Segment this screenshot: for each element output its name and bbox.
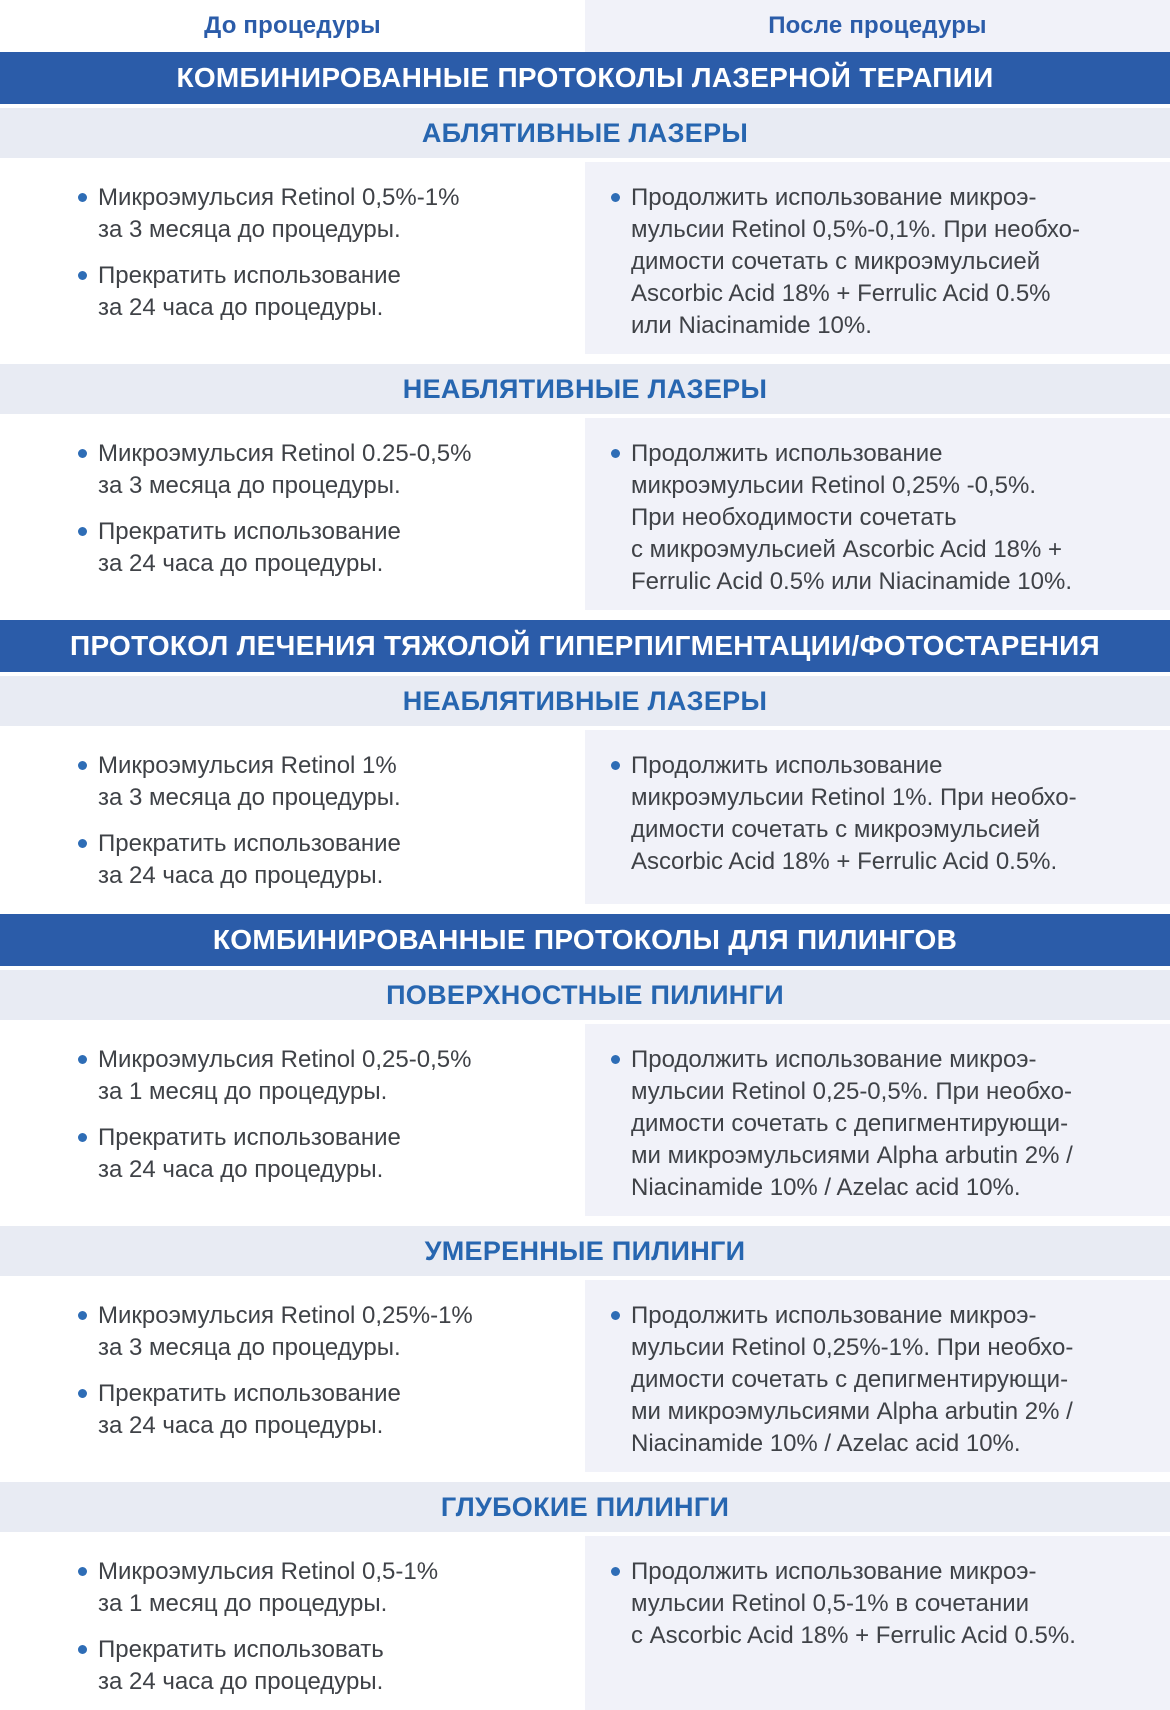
column-header-before-label: До процедуры [204,12,381,39]
before-bullet-list [78,438,567,580]
bullet-icon [611,1055,620,1064]
before-bullet-list [78,1556,567,1698]
bullet-item [611,182,1152,342]
bullet-line: Прекратить использование [98,830,401,857]
subsection-header-label: ПОВЕРХНОСТНЫЕ ПИЛИНГИ [386,979,784,1010]
bullet-line: Микроэмульсия Retinol 0.25-0,5% [98,440,472,467]
bullet-text [98,828,401,892]
bullet-item [78,1556,567,1620]
bullet-icon [78,839,87,848]
bullet-line: за 3 месяца до процедуры. [98,216,401,243]
protocol-row [0,730,1170,904]
bullet-item [611,1300,1152,1460]
bullet-line: Микроэмульсия Retinol 0,25-0,5% [98,1046,472,1073]
bullet-line: Продолжить использование микроэ- [631,184,1037,211]
bullet-text [98,516,401,580]
bullet-text [98,1122,401,1186]
subsection-header [0,1482,1170,1532]
after-procedure-cell [585,1536,1170,1710]
protocol-row [0,162,1170,354]
bullet-item [611,1044,1152,1204]
after-procedure-cell [585,730,1170,904]
bullet-line: Продолжить использование микроэ- [631,1558,1037,1585]
before-procedure-cell [0,1280,585,1472]
bullet-icon [611,449,620,458]
bullet-line: Микроэмульсия Retinol 0,5%-1% [98,184,460,211]
before-procedure-cell [0,162,585,354]
bullet-line: за 1 месяц до процедуры. [98,1590,388,1617]
bullet-icon [78,761,87,770]
bullet-text [98,750,401,814]
after-bullet-list [611,438,1152,598]
bullet-icon [78,193,87,202]
bullet-icon [78,1055,87,1064]
bullet-line: с микроэмульсией Ascorbic Acid 18% + [631,536,1063,563]
subsection-header [0,970,1170,1020]
bullet-line: за 24 часа до процедуры. [98,1668,384,1695]
bullet-line: за 24 часа до процедуры. [98,862,384,889]
bullet-item [78,1122,567,1186]
bullet-line: Прекратить использование [98,1124,401,1151]
bullet-text [98,1044,471,1108]
subsection-header-label: НЕАБЛЯТИВНЫЕ ЛАЗЕРЫ [402,685,768,716]
bullet-line: ми микроэмульсиями Alpha arbutin 2% / [631,1142,1073,1169]
section-banner [0,52,1170,104]
bullet-line: за 3 месяца до процедуры. [98,472,401,499]
section-banner-label: КОМБИНИРОВАННЫЕ ПРОТОКОЛЫ ДЛЯ ПИЛИНГОВ [212,924,958,955]
before-procedure-cell [0,1536,585,1710]
bullet-text [631,182,1080,342]
before-bullet-list [78,182,567,324]
bullet-text [98,438,471,502]
bullet-item [78,438,567,502]
bullet-line: с Ascorbic Acid 18% + Ferrulic Acid 0.5%. [631,1622,1076,1649]
bullet-icon [78,1567,87,1576]
after-bullet-list [611,182,1152,342]
section-banner-label: КОМБИНИРОВАННЫЕ ПРОТОКОЛЫ ЛАЗЕРНОЙ ТЕРАПИИ [176,62,994,93]
bullet-icon [78,1133,87,1142]
bullet-line: Ascorbic Acid 18% + Ferrulic Acid 0.5% [631,280,1051,307]
section-banner [0,914,1170,966]
subsection-header-label: НЕАБЛЯТИВНЫЕ ЛАЗЕРЫ [402,373,768,404]
bullet-line: Niacinamide 10% / Azelac acid 10%. [631,1174,1021,1201]
bullet-line: Микроэмульсия Retinol 0,5-1% [98,1558,439,1585]
subsection-header [0,364,1170,414]
bullet-line: мульсии Retinol 0,25-0,5%. При необхо- [631,1078,1072,1105]
bullet-line: мульсии Retinol 0,5-1% в сочетании [631,1590,1030,1617]
column-header-after-label: После процедуры [768,12,987,39]
after-procedure-cell [585,418,1170,610]
bullet-line: Прекратить использование [98,262,401,289]
bullet-text [631,1556,1076,1652]
bullet-line: димости сочетать с микроэмульсией [631,248,1041,275]
after-bullet-list [611,1044,1152,1204]
bullet-text [98,1300,473,1364]
before-bullet-list [78,1300,567,1442]
bullet-item [78,1044,567,1108]
bullet-item [611,750,1152,878]
protocol-row [0,1280,1170,1472]
bullet-line: Продолжить использование [631,440,943,467]
subsection-header-label: УМЕРЕННЫЕ ПИЛИНГИ [424,1235,746,1266]
bullet-icon [611,761,620,770]
bullet-icon [78,271,87,280]
bullet-line: за 24 часа до процедуры. [98,294,384,321]
bullet-icon [611,1311,620,1320]
bullet-text [631,1300,1073,1460]
protocol-row [0,1536,1170,1710]
sections-container [0,52,1170,1710]
bullet-text [631,750,1077,878]
protocol-row [0,418,1170,610]
bullet-icon [78,449,87,458]
column-header-after [585,0,1170,52]
subsection-header [0,1226,1170,1276]
subsection-header-label: ГЛУБОКИЕ ПИЛИНГИ [440,1491,730,1522]
bullet-line: за 1 месяц до процедуры. [98,1078,388,1105]
bullet-line: за 3 месяца до процедуры. [98,784,401,811]
bullet-line: димости сочетать с депигментирующи- [631,1366,1069,1393]
bullet-line: мульсии Retinol 0,5%-0,1%. При необхо- [631,216,1080,243]
subsection-header [0,108,1170,158]
bullet-icon [78,527,87,536]
bullet-line: за 24 часа до процедуры. [98,1156,384,1183]
bullet-line: Микроэмульсия Retinol 0,25%-1% [98,1302,473,1329]
bullet-text [98,1556,438,1620]
bullet-item [78,516,567,580]
subsection-header [0,676,1170,726]
bullet-icon [78,1645,87,1654]
bullet-item [611,1556,1152,1652]
bullet-text [631,438,1072,598]
bullet-line: Прекратить использование [98,518,401,545]
bullet-item [78,828,567,892]
bullet-line: микроэмульсии Retinol 0,25% -0,5%. [631,472,1037,499]
bullet-item [78,260,567,324]
bullet-text [98,1634,384,1698]
bullet-line: за 24 часа до процедуры. [98,550,384,577]
bullet-item [78,750,567,814]
before-bullet-list [78,750,567,892]
bullet-line: Прекратить использование [98,1380,401,1407]
before-procedure-cell [0,1024,585,1216]
bullet-line: или Niacinamide 10%. [631,312,872,339]
bullet-item [78,1378,567,1442]
before-procedure-cell [0,418,585,610]
bullet-line: Продолжить использование микроэ- [631,1302,1037,1329]
protocol-row [0,1024,1170,1216]
bullet-text [98,182,459,246]
bullet-item [611,438,1152,598]
section-banner [0,620,1170,672]
bullet-icon [78,1389,87,1398]
after-procedure-cell [585,1280,1170,1472]
bullet-line: димости сочетать с микроэмульсией [631,816,1041,843]
bullet-line: Продолжить использование микроэ- [631,1046,1037,1073]
bullet-line: за 3 месяца до процедуры. [98,1334,401,1361]
bullet-line: мульсии Retinol 0,25%-1%. При необхо- [631,1334,1074,1361]
bullet-line: Ascorbic Acid 18% + Ferrulic Acid 0.5%. [631,848,1058,875]
bullet-line: за 24 часа до процедуры. [98,1412,384,1439]
after-procedure-cell [585,1024,1170,1216]
bullet-line: Продолжить использование [631,752,943,779]
bullet-line: Niacinamide 10% / Azelac acid 10%. [631,1430,1021,1457]
bullet-item [78,182,567,246]
bullet-text [98,260,401,324]
bullet-icon [611,193,620,202]
column-header-before [0,0,585,52]
after-bullet-list [611,1300,1152,1460]
before-bullet-list [78,1044,567,1186]
bullet-icon [611,1567,620,1576]
bullet-line: Микроэмульсия Retinol 1% [98,752,397,779]
subsection-header-label: АБЛЯТИВНЫЕ ЛАЗЕРЫ [421,117,749,148]
bullet-text [631,1044,1073,1204]
bullet-line: ми микроэмульсиями Alpha arbutin 2% / [631,1398,1073,1425]
bullet-line: Ferrulic Acid 0.5% или Niacinamide 10%. [631,568,1072,595]
after-bullet-list [611,750,1152,878]
bullet-line: При необходимости сочетать [631,504,957,531]
bullet-line: Прекратить использовать [98,1636,384,1663]
bullet-item [78,1300,567,1364]
column-headers [0,0,1170,52]
bullet-line: димости сочетать с депигментирующи- [631,1110,1069,1137]
bullet-icon [78,1311,87,1320]
after-bullet-list [611,1556,1152,1652]
bullet-text [98,1378,401,1442]
after-procedure-cell [585,162,1170,354]
bullet-line: микроэмульсии Retinol 1%. При необхо- [631,784,1077,811]
section-banner-label: ПРОТОКОЛ ЛЕЧЕНИЯ ТЯЖОЛОЙ ГИПЕРПИГМЕНТАЦИИ/ФОТОСТАРЕНИЯ [70,630,1100,661]
before-procedure-cell [0,730,585,904]
bullet-item [78,1634,567,1698]
